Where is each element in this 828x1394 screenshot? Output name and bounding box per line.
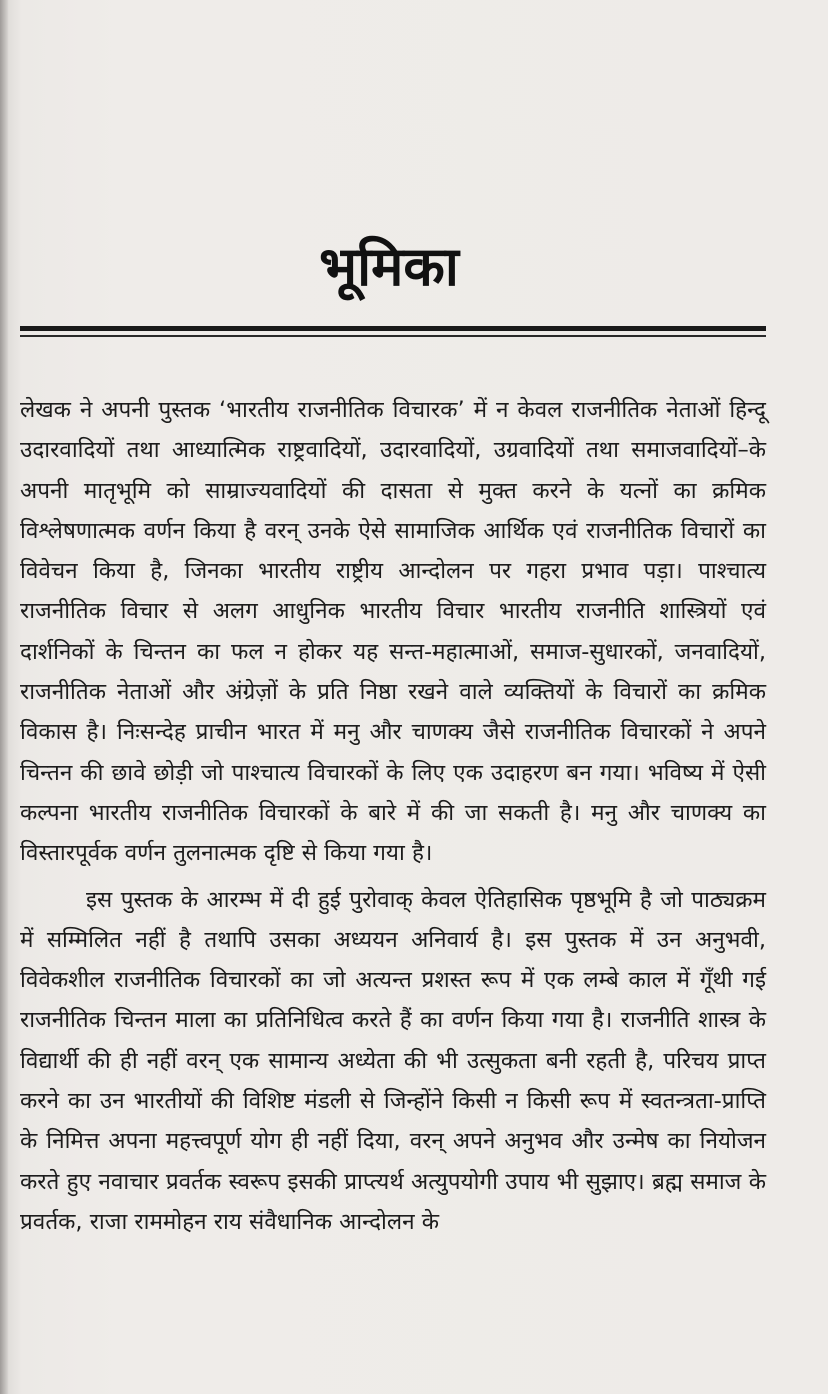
paragraph-1: लेखक ने अपनी पुस्तक ‘भारतीय राजनीतिक विचारक’ में न केवल राजनीतिक नेताओं हिन्दू उदारवादियों तथा आध्यात्मिक राष्ट्रवादियों, उदारवादियों, उग्रवादियों तथा समाजवादियों–के अपनी मातृभूमि को साम्राज्यवादियों की दासता से मुक्त करने के यत्नों का क्रमिक विश्लेषणात्मक वर्णन किया है वरन् उनके ऐसे सामाजिक आर्थिक एवं राजनीतिक विचारों का विवेचन किया है, जिनका भारतीय राष्ट्रीय आन्दोलन पर गहरा प्रभाव पड़ा। पाश्चात्य राजनीतिक विचार से अलग आधुनिक भारतीय विचार भारतीय राजनीति शास्त्रियों एवं दार्शनिकों के चिन्तन का फल न होकर यह सन्त-महात्माओं, समाज-सुधारकों, जनवादियों, राजनीतिक नेताओं और अंग्रेज़ों के प्रति निष्ठा रखने वाले व्यक्तियों के विचारों का क्रमिक विकास है। निःसन्देह प्राचीन भारत में मनु और चाणक्य जैसे राजनीतिक विचारकों ने अपने चिन्तन की छावे छोड़ी जो पाश्चात्य विचारकों के लिए एक उदाहरण बन गया। भविष्य में ऐसी कल्पना भारतीय राजनीतिक विचारकों के बारे में की जा सकती है। मनु और चाणक्य का विस्तारपूर्वक वर्णन तुलनात्मक दृष्टि से किया गया है। (20, 397, 766, 867)
body-text (20, 390, 766, 1242)
title-divider-thick (20, 326, 766, 331)
title-divider-thin (20, 335, 766, 337)
page-gutter-shadow (0, 0, 8, 1394)
paragraph-2: इस पुस्तक के आरम्भ में दी हुई पुरोवाक् केवल ऐतिहासिक पृष्ठभूमि है जो पाठ्यक्रम में सम्मिलित नहीं है तथापि उसका अध्ययन अनिवार्य है। इस पुस्तक में उन अनुभवी, विवेकशील राजनीतिक विचारकों का जो अत्यन्त प्रशस्त रूप में एक लम्बे काल में गूँथी गई राजनीतिक चिन्तन माला का प्रतिनिधित्व करते हैं का वर्णन किया गया है। राजनीति शास्त्र के विद्यार्थी की ही नहीं वरन् एक सामान्य अध्येता की भी उत्सुकता बनी रहती है, परिचय प्राप्त करने का उन भारतीयों की विशिष्ट मंडली से जिन्होंने किसी न किसी रूप में स्वतन्त्रता-प्राप्ति के निमित्त अपना महत्त्वपूर्ण योग ही नहीं दिया, वरन् अपने अनुभव और उन्मेष का नियोजन करते हुए नवाचार प्रवर्तक स्वरूप इसकी प्राप्त्यर्थ अत्युपयोगी उपाय भी सुझाए। ब्रह्म समाज के प्रवर्तक, राजा राममोहन राय संवैधानिक आन्दोलन के (20, 886, 766, 1235)
page-title: भूमिका (319, 235, 459, 298)
